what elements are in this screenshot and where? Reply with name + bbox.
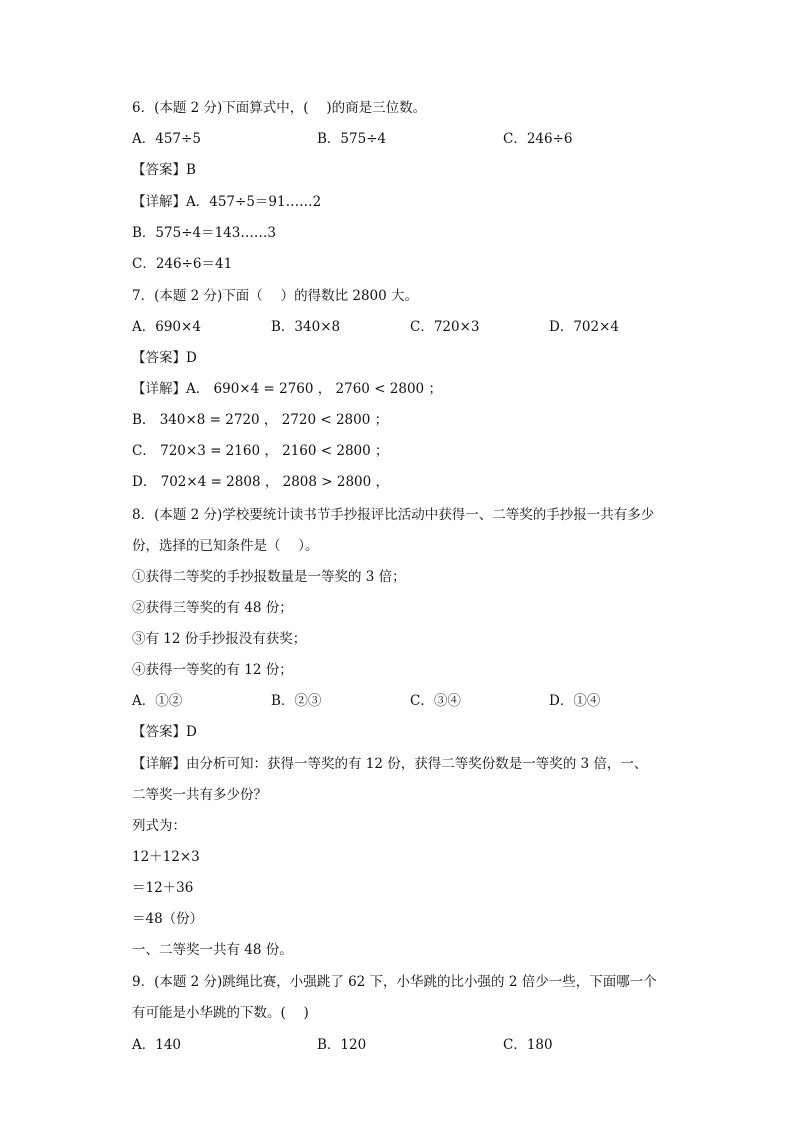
q9-option-c: C．180	[503, 1037, 553, 1053]
q7-detail-line: C． 720×3 = 2160 ， 2160 < 2800 ；	[132, 443, 389, 459]
q6-detail-line: B．575÷4＝143……3	[132, 225, 276, 241]
q8-detail-line: ＝12＋36	[132, 880, 194, 896]
q9-option-b: B．120	[317, 1037, 367, 1053]
q8-detail-line: 【详解】由分析可知：获得一等奖的有 12 份，获得二等奖份数是一等奖的 3 倍，一、	[132, 756, 648, 772]
q8-condition: ②获得三等奖的有 48 份；	[132, 600, 293, 616]
q9-option-a: A．140	[132, 1037, 182, 1053]
q8-detail-line: 12＋12×3	[132, 849, 200, 865]
q7-answer: 【答案】D	[132, 350, 197, 366]
q9-stem-line: 9．(本题 2 分)跳绳比赛，小强跳了 62 下，小华跳的比小强的 2 倍少一些，下面哪一个	[132, 974, 657, 990]
q8-option-d: D．①④	[549, 693, 601, 709]
q6-option-a: A．457÷5	[132, 131, 201, 147]
q7-option-a: A．690×4	[132, 319, 201, 335]
q8-condition: ③有 12 份手抄报没有获奖；	[132, 631, 307, 647]
q8-condition: ④获得一等奖的有 12 份；	[132, 662, 293, 678]
q7-stem: 7．(本题 2 分)下面（ ）的得数比 2800 大。	[132, 288, 419, 304]
q7-detail-line: B． 340×8 = 2720 ， 2720 < 2800 ；	[132, 412, 389, 428]
q6-stem: 6．(本题 2 分)下面算式中，( )的商是三位数。	[132, 100, 427, 116]
q8-stem-line: 8．(本题 2 分)学校要统计读书节手抄报评比活动中获得一、二等奖的手抄报一共有多少	[132, 507, 655, 523]
q8-option-c: C．③④	[410, 693, 461, 709]
q7-option-c: C．720×3	[410, 319, 480, 335]
q8-option-a: A．①②	[132, 693, 183, 709]
q8-condition: ①获得二等奖的手抄报数量是一等奖的 3 倍；	[132, 569, 406, 585]
q6-detail-line: C．246÷6＝41	[132, 256, 233, 272]
q7-option-d: D．702×4	[549, 319, 619, 335]
q8-answer: 【答案】D	[132, 724, 197, 740]
q6-answer: 【答案】B	[132, 162, 196, 178]
q8-detail-line: 列式为：	[132, 818, 186, 834]
q7-option-b: B．340×8	[271, 319, 341, 335]
q7-detail-line: D． 702×4 = 2808 ， 2808 > 2800 ，	[132, 474, 390, 490]
q7-detail-line: 【详解】A． 690×4 = 2760 ， 2760 < 2800 ；	[132, 381, 442, 397]
q6-detail-line: 【详解】A．457÷5＝91……2	[132, 194, 322, 210]
q6-option-c: C．246÷6	[503, 131, 573, 147]
q8-stem-line: 份，选择的已知条件是（ ）。	[132, 538, 319, 554]
q8-detail-line: ＝48（份）	[132, 911, 204, 927]
q6-option-b: B．575÷4	[317, 131, 387, 147]
q8-detail-line: 二等奖一共有多少份？	[132, 787, 267, 803]
q8-detail-line: 一、二等奖一共有 48 份。	[132, 942, 293, 958]
q9-stem-line: 有可能是小华跳的下数。( )	[132, 1005, 309, 1021]
q8-option-b: B．②③	[271, 693, 322, 709]
